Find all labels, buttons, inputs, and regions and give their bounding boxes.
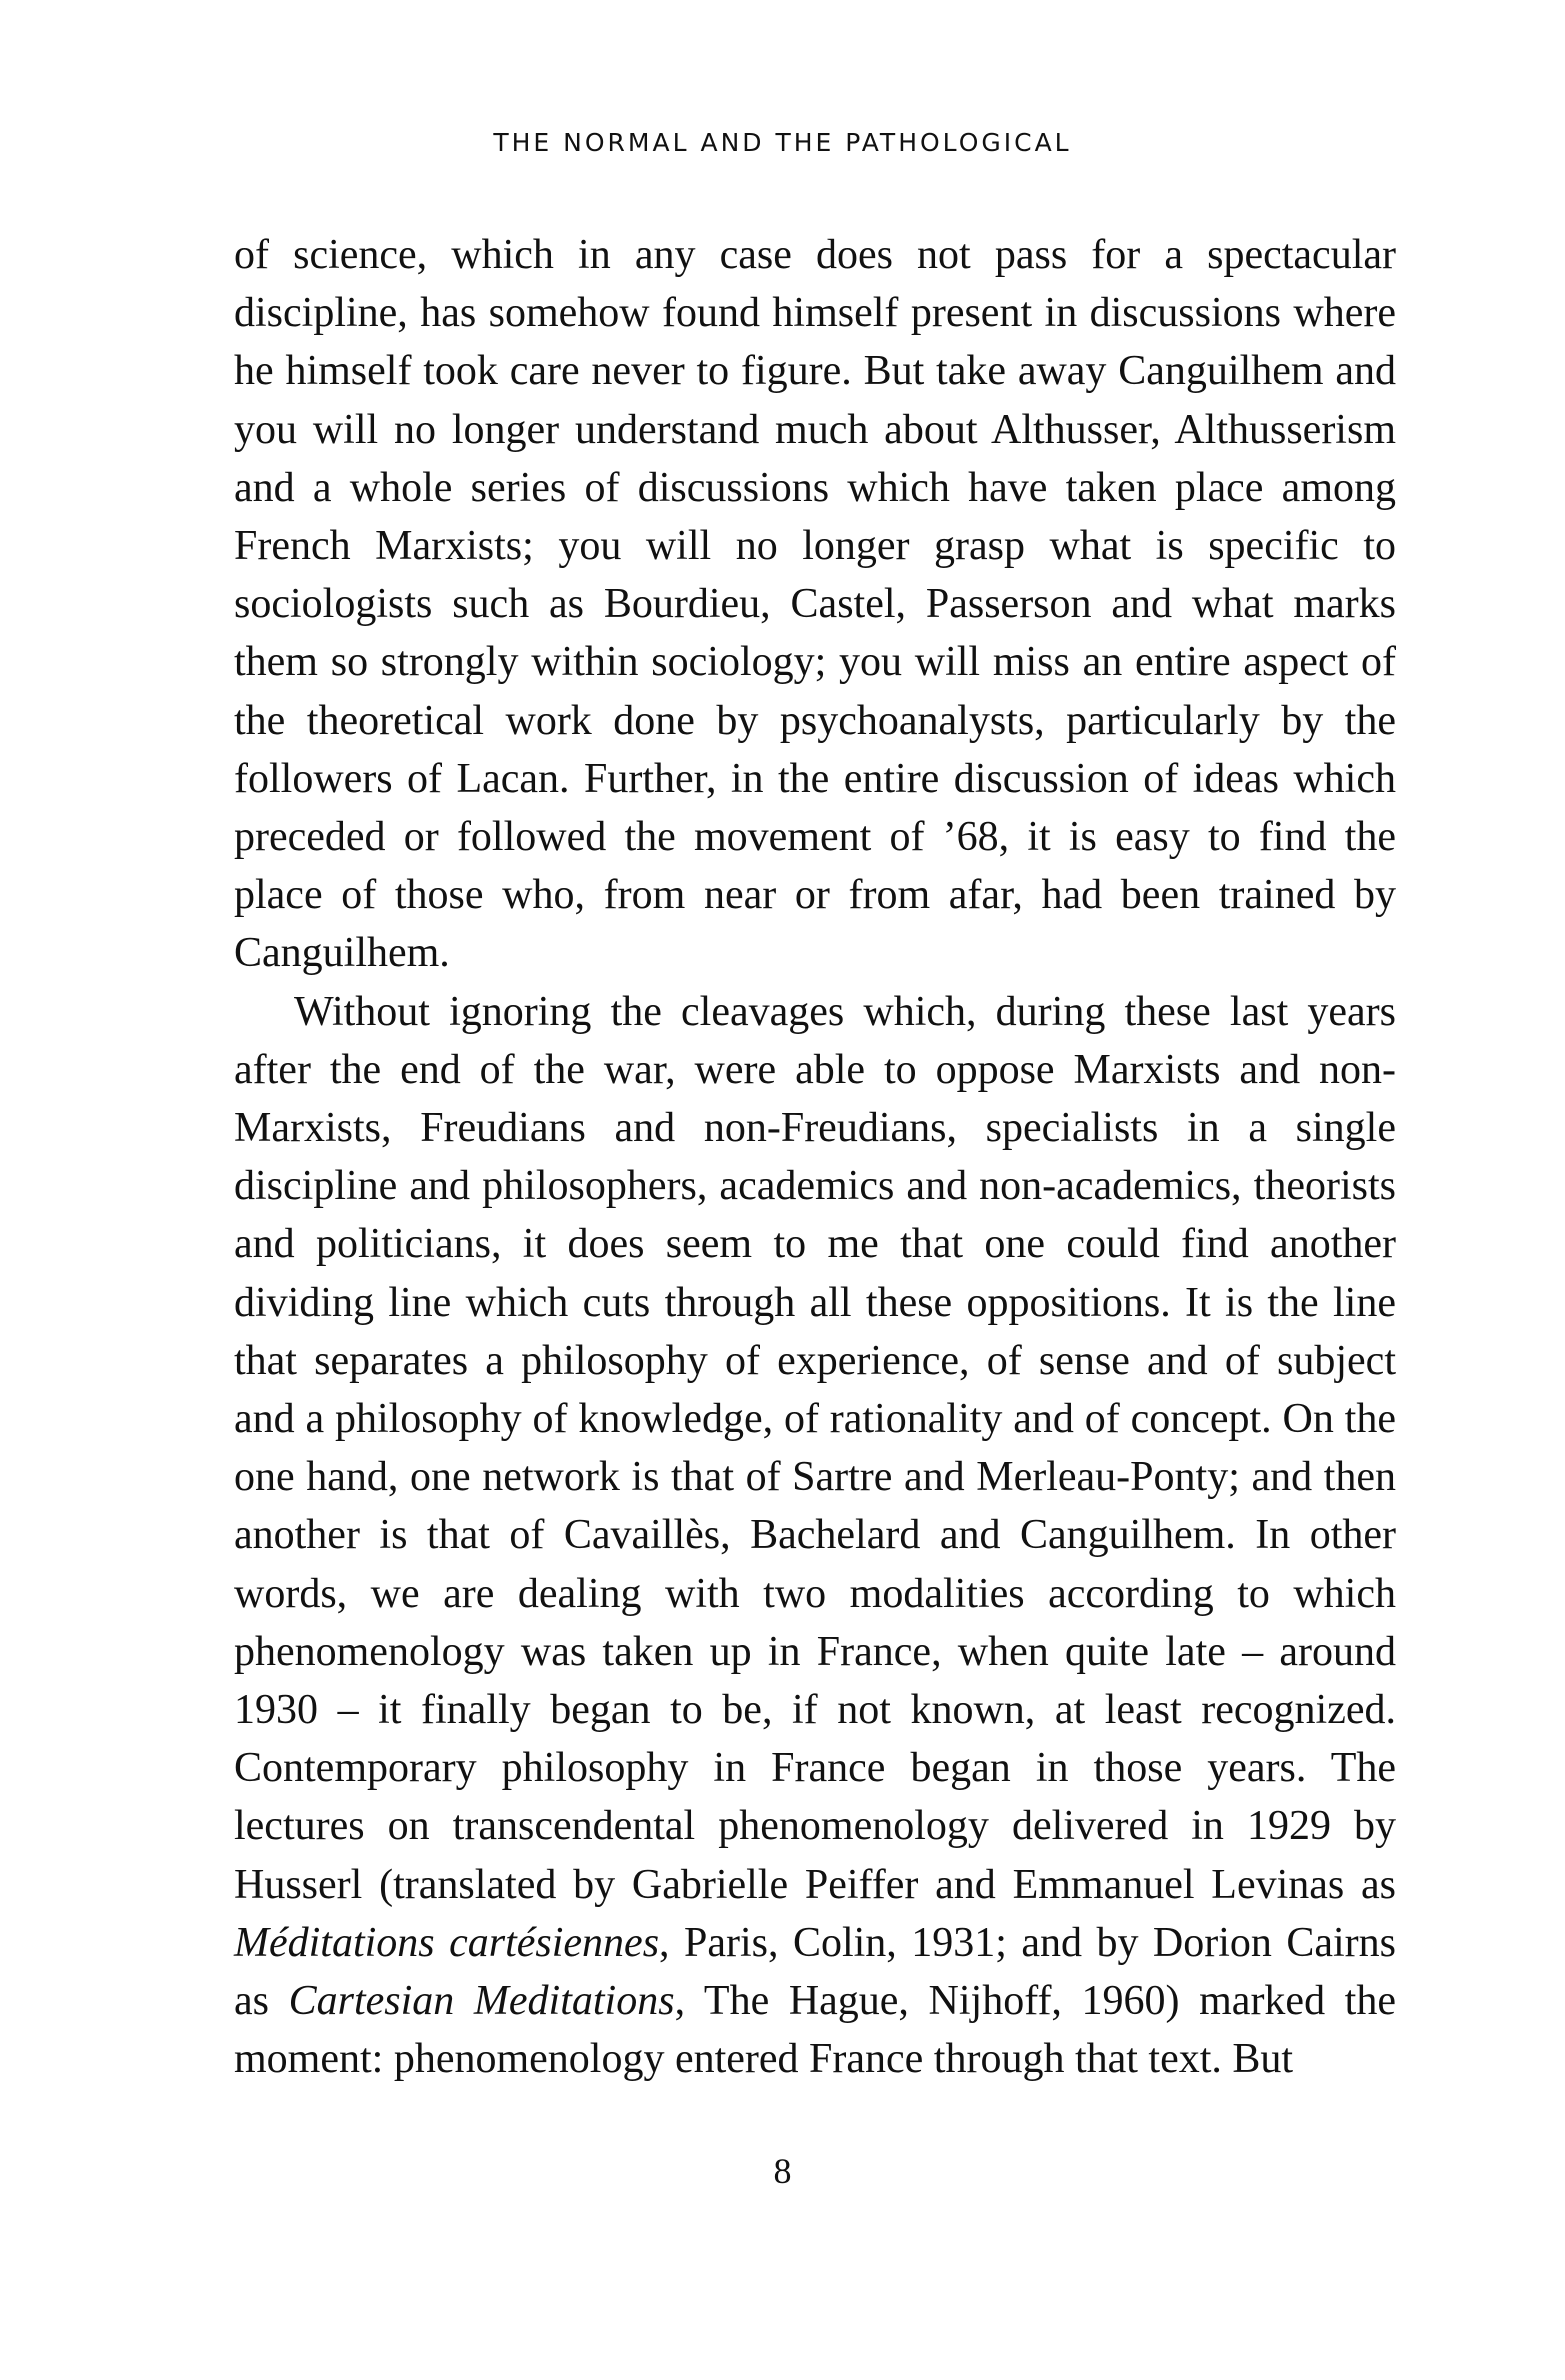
running-head: THE NORMAL AND THE PATHOLOGICAL xyxy=(493,128,1072,157)
book-title-meditations-cartesiennes: Méditations cartésiennes xyxy=(234,1919,660,1966)
book-title-cartesian-meditations: Cartesian Meditations xyxy=(288,1978,675,2025)
body-text xyxy=(234,226,1396,2089)
paragraph-2-text-c: , The Hague, Nijhoff, 1960) marked the moment: phenomenology entered France through that text. But xyxy=(234,1978,1396,2083)
page-number: 8 xyxy=(773,2151,792,2191)
paragraph-2-text-a: Without ignoring the cleavages which, during these last years after the end of the war, were able to oppose Marxists and non-Marxists, Freudians and non-Freudians, specialists in a single discipline and philosophers, academics and non-academics, theorists and politicians, it does seem to me that one could find another dividing line which cuts through all these oppositions. It is the line that separates a philosophy of experience, of sense and of subject and a philosophy of knowledge, of rationality and of concept. On the one hand, one network is that of Sartre and Merleau-Ponty; and then another is that of Cavaillès, Bachelard and Canguilhem. In other words, we are dealing with two modalities according to which phenomenology was taken up in France, when quite late – around 1930 – it finally began to be, if not known, at least recognized. Contemporary philosophy in France began in those years. The lectures on transcendental phenomenology delivered in 1929 by Husserl (translated by Gabrielle Peiffer and Emmanuel Levinas as xyxy=(234,988,1396,1908)
paragraph-2 xyxy=(234,983,1396,2089)
paragraph-1: of science, which in any case does not pass for a spectacular discipline, has somehow found himself present in discussions where he himself took care never to figure. But take away Canguilhem and you will no longer understand much about Althusser, Althusserism and a whole series of discussions which have taken place among French Marxists; you will no longer grasp what is specific to sociologists such as Bourdieu, Castel, Passerson and what marks them so strongly within sociology; you will miss an entire aspect of the theoretical work done by psychoanalysts, particularly by the followers of Lacan. Further, in the entire discussion of ideas which preceded or followed the movement of ’68, it is easy to find the place of those who, from near or from afar, had been trained by Canguilhem. xyxy=(234,232,1396,977)
paragraph-2-text-b: , Paris, Colin, 1931; and by Dorion Cairns as xyxy=(234,1919,1396,2025)
